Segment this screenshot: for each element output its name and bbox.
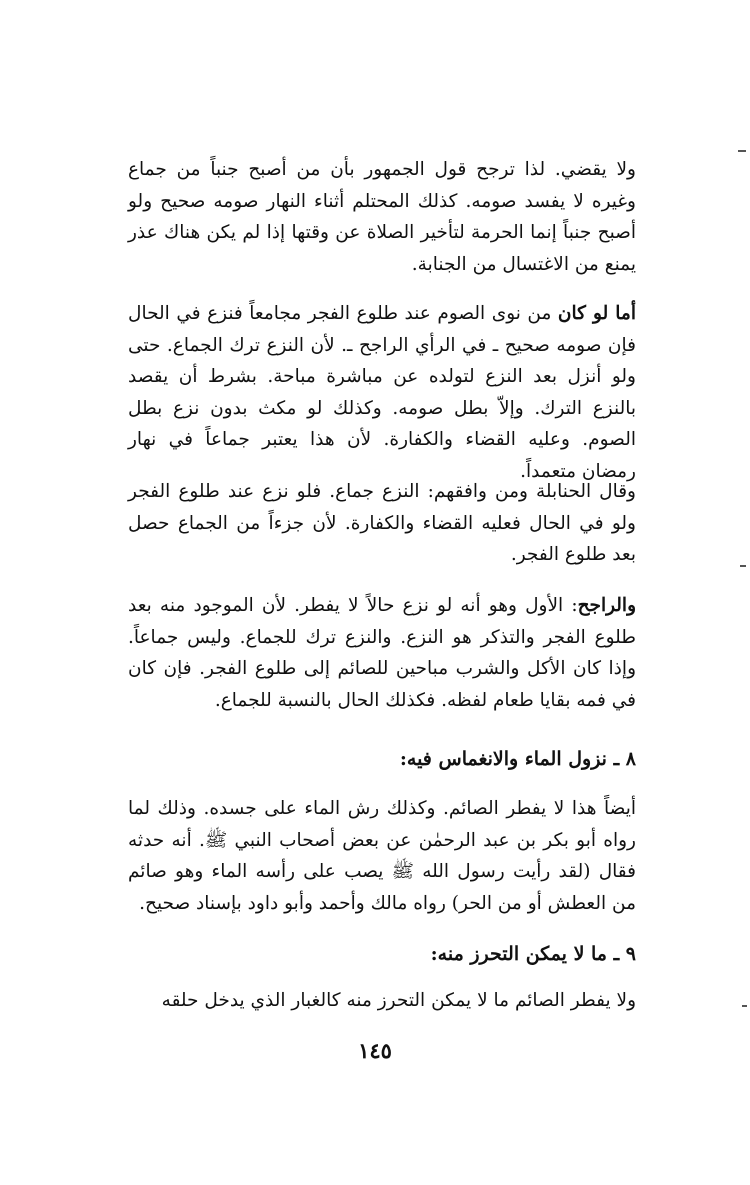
paragraph-6-text: ولا يفطر الصائم ما لا يمكن التحرز منه كالغبار الذي يدخل حلقه [161,990,636,1011]
paragraph-3-text: وقال الحنابلة ومن وافقهم: النزع جماع. فلو نزع عند طلوع الفجر ولو في الحال فعليه القضاء والكفارة. لأن جزءاً من الجماع حصل بعد طلوع الفجر. [128,481,636,565]
scan-edge-mark [742,1005,747,1007]
scan-edge-mark [738,150,746,152]
paragraph-1-text: ولا يقضي. لذا ترجح قول الجمهور بأن من أصبح جنباً من جماع وغيره لا يفسد صومه. كذلك المحتلم أثناء النهار صومه صحيح ولو أصبح جنباً إنما الحرمة لتأخير الصلاة عن وقتها إذا لم يكن هناك عذر يمنع من الاغتسال من الجنابة. [128,159,636,275]
paragraph-5-text: أيضاً هذا لا يفطر الصائم. وكذلك رش الماء على جسده. وذلك لما رواه أبو بكر بن عبد الرحمٰن عن بعض أصحاب النبي ﷺ. أنه حدثه فقال (لقد رأيت رسول الله ﷺ يصب على رأسه الماء وهو صائم من العطش أو من الحر) رواه مالك وأحمد وأبو داود بإسناد صحيح. [128,798,636,914]
paragraph-4-text: : الأول وهو أنه لو نزع حالاً لا يفطر. لأن الموجود منه بعد طلوع الفجر والتذكر هو النزع. والنزع ترك للجماع. وليس جماعاً. وإذا كان الأكل والشرب مباحين للصائم إلى طلوع الفجر. فإن كان في فمه بقايا طعام لفظه. فكذلك الحال بالنسبة للجماع. [128,595,636,711]
paragraph-4 [128,590,636,716]
paragraph-2-text: من نوى الصوم عند طلوع الفجر مجامعاً فنزع في الحال فإن صومه صحيح ـ في الرأي الراجح ـ. لأن النزع ترك الجماع. حتى ولو أنزل بعد النزع لتولده عن مباشرة مباحة. بشرط أن يقصد بالنزع الترك. وإلاّ بطل صومه. وكذلك لو مكث بدون نزع بطل الصوم. وعليه القضاء والكفارة. لأن هذا يعتبر جماعاً في نهار رمضان متعمداً. [128,303,636,482]
paragraph-6 [128,985,636,1017]
paragraph-2 [128,298,636,487]
section-heading-9: ٩ ـ ما لا يمكن التحرز منه: [430,943,636,965]
scan-edge-mark [740,565,746,567]
paragraph-3 [128,476,636,571]
paragraph-1 [128,154,636,280]
paragraph-5 [128,793,636,919]
paragraph-2-lead: أما لو كان [557,303,636,324]
paragraph-4-lead: والراجح [577,595,636,616]
page-number: ١٤٥ [358,1038,392,1063]
section-heading-8: ٨ ـ نزول الماء والانغماس فيه: [399,748,636,770]
